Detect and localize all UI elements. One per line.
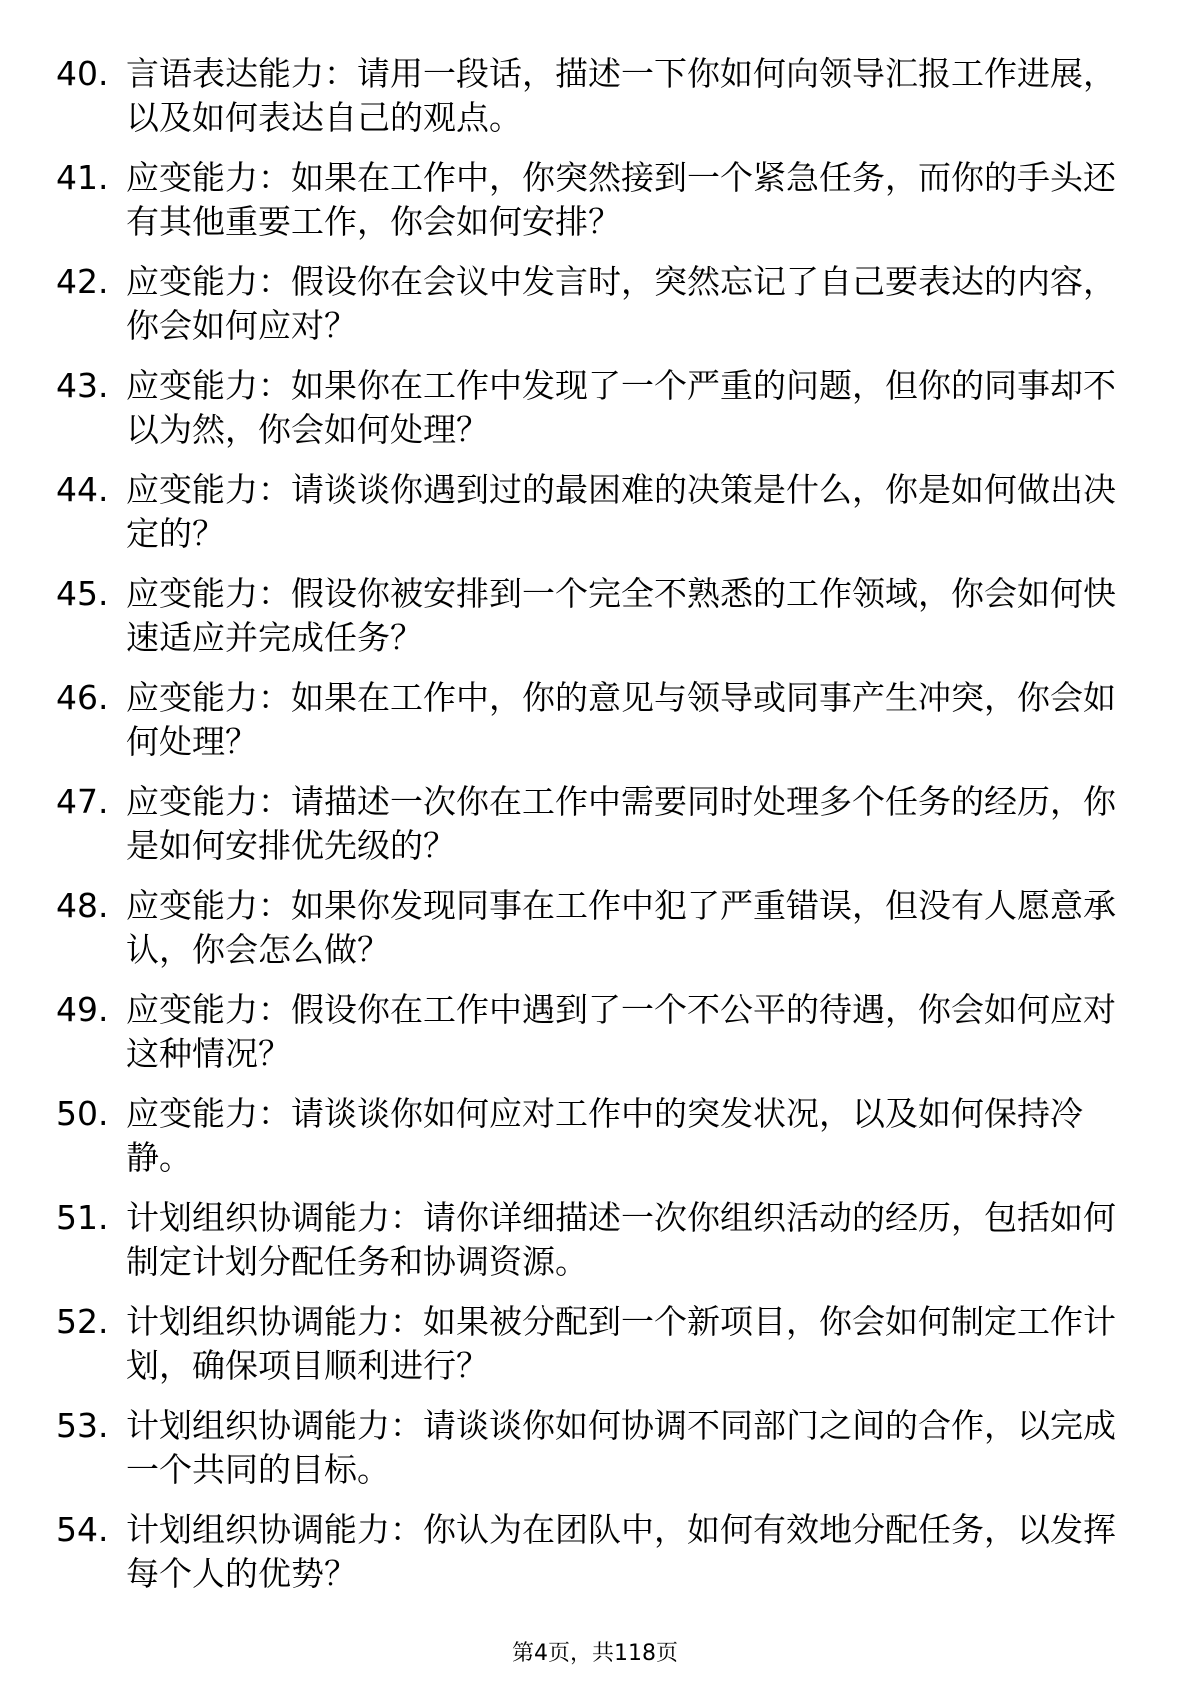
page-number-label: 第4页，共118页	[512, 1641, 678, 1666]
question-item	[56, 676, 1116, 764]
question-number: 40.	[56, 54, 109, 93]
question-item	[56, 1508, 1116, 1596]
question-text: 计划组织协调能力：如果被分配到一个新项目，你会如何制定工作计划，确保项目顺利进行？	[126, 1302, 1116, 1385]
question-number: 43.	[56, 366, 109, 405]
question-item	[56, 1196, 1116, 1284]
question-item	[56, 780, 1116, 868]
question-number: 51.	[56, 1198, 109, 1237]
question-number: 47.	[56, 782, 109, 821]
question-text: 应变能力：假设你在工作中遇到了一个不公平的待遇，你会如何应对这种情况？	[126, 990, 1116, 1073]
question-item	[56, 572, 1116, 660]
question-text: 应变能力：如果在工作中，你的意见与领导或同事产生冲突，你会如何处理？	[126, 678, 1116, 761]
question-item	[56, 988, 1116, 1076]
question-number: 49.	[56, 990, 109, 1029]
question-item	[56, 884, 1116, 972]
question-number: 45.	[56, 574, 109, 613]
question-number: 46.	[56, 678, 109, 717]
question-item	[56, 52, 1116, 140]
question-item	[56, 1092, 1116, 1180]
page-footer	[0, 1640, 1190, 1668]
question-number: 44.	[56, 470, 109, 509]
question-item	[56, 156, 1116, 244]
question-text: 计划组织协调能力：你认为在团队中，如何有效地分配任务，以发挥每个人的优势？	[126, 1510, 1116, 1593]
question-text: 言语表达能力：请用一段话，描述一下你如何向领导汇报工作进展，以及如何表达自己的观点。	[126, 54, 1116, 137]
question-list	[56, 52, 1116, 1612]
question-item	[56, 364, 1116, 452]
question-text: 应变能力：假设你在会议中发言时，突然忘记了自己要表达的内容，你会如何应对？	[126, 262, 1116, 345]
question-text: 应变能力：如果在工作中，你突然接到一个紧急任务，而你的手头还有其他重要工作，你会如何安排？	[126, 158, 1116, 241]
question-text: 计划组织协调能力：请你详细描述一次你组织活动的经历，包括如何制定计划分配任务和协调资源。	[126, 1198, 1116, 1281]
question-item	[56, 468, 1116, 556]
question-text: 应变能力：如果你在工作中发现了一个严重的问题，但你的同事却不以为然，你会如何处理？	[126, 366, 1116, 449]
question-number: 53.	[56, 1406, 109, 1445]
question-text: 应变能力：请谈谈你如何应对工作中的突发状况，以及如何保持冷静。	[126, 1094, 1083, 1177]
question-number: 48.	[56, 886, 109, 925]
question-item	[56, 1404, 1116, 1492]
question-number: 52.	[56, 1302, 109, 1341]
question-text: 应变能力：如果你发现同事在工作中犯了严重错误，但没有人愿意承认，你会怎么做？	[126, 886, 1116, 969]
question-number: 54.	[56, 1510, 109, 1549]
question-number: 41.	[56, 158, 109, 197]
question-text: 应变能力：假设你被安排到一个完全不熟悉的工作领域，你会如何快速适应并完成任务？	[126, 574, 1116, 657]
question-text: 计划组织协调能力：请谈谈你如何协调不同部门之间的合作，以完成一个共同的目标。	[126, 1406, 1116, 1489]
question-text: 应变能力：请描述一次你在工作中需要同时处理多个任务的经历，你是如何安排优先级的？	[126, 782, 1116, 865]
question-number: 42.	[56, 262, 109, 301]
question-number: 50.	[56, 1094, 109, 1133]
question-text: 应变能力：请谈谈你遇到过的最困难的决策是什么，你是如何做出决定的？	[126, 470, 1116, 553]
question-item	[56, 260, 1116, 348]
question-item	[56, 1300, 1116, 1388]
